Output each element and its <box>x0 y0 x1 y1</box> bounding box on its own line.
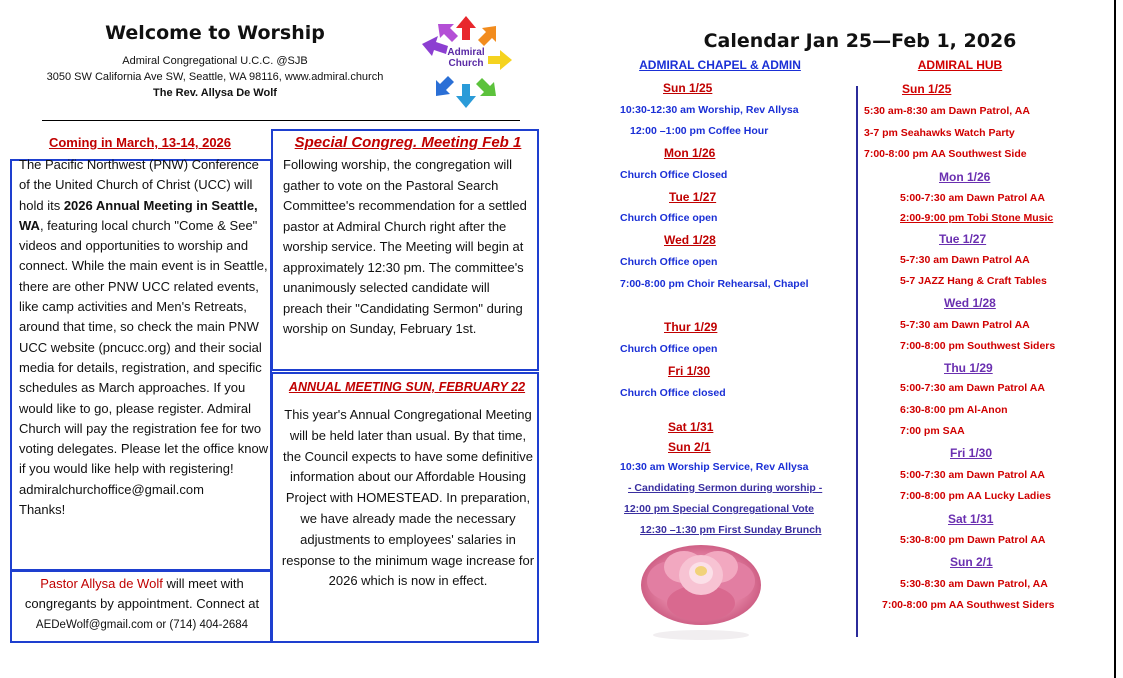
office-email-link[interactable]: admiralchurchoffice@gmail.com <box>19 481 204 497</box>
chapel-day-heading: Mon 1/26 <box>664 146 716 160</box>
pastor-contact[interactable]: AEDeWolf@gmail.com or (714) 404-2684 <box>35 619 249 631</box>
chapel-day-heading: Wed 1/28 <box>664 233 716 247</box>
chapel-event: Church Office open <box>620 256 718 268</box>
special-meeting-title: Special Congreg. Meeting Feb 1 <box>294 134 522 151</box>
chapel-event: Church Office open <box>620 343 718 355</box>
chapel-event: Church Office Closed <box>620 169 728 181</box>
pastor-note-text: will meet with congregants by appointment. Connect at <box>24 576 260 611</box>
hub-day-heading: Sat 1/31 <box>948 512 994 526</box>
logo-word-1: Admiral <box>447 47 485 58</box>
coming-body <box>19 155 269 520</box>
hub-event: 5-7:30 am Dawn Patrol AA <box>900 319 1030 331</box>
hub-event: 7:00-8:00 pm AA Southwest Side <box>864 148 1027 160</box>
column-divider <box>856 86 858 637</box>
bulletin-left-panel <box>0 0 560 678</box>
hub-event: 5:00-7:30 am Dawn Patrol AA <box>900 192 1045 204</box>
pastor-note <box>14 574 270 635</box>
hub-event: 5:30-8:00 pm Dawn Patrol AA <box>900 534 1046 546</box>
chapel-event: Church Office closed <box>620 387 726 399</box>
hub-event: 7:00-8:00 pm Southwest Siders <box>900 340 1056 352</box>
hub-day-heading: Thu 1/29 <box>944 361 993 375</box>
church-logo <box>416 14 516 110</box>
hub-event: 3-7 pm Seahawks Watch Party <box>864 127 1015 139</box>
hub-day-heading: Wed 1/28 <box>944 296 996 310</box>
chapel-day-heading: Fri 1/30 <box>668 364 711 378</box>
chapel-event: 7:00-8:00 pm Choir Rehearsal, Chapel <box>620 278 809 290</box>
chapel-day-heading: Sat 1/31 <box>668 420 714 434</box>
hub-day-heading: Tue 1/27 <box>939 232 987 246</box>
chapel-event: - Candidating Sermon during worship - <box>628 482 823 494</box>
chapel-day-heading: Thur 1/29 <box>664 320 718 334</box>
hub-event: 5:30 am-8:30 am Dawn Patrol, AA <box>864 105 1030 117</box>
hub-event: 5-7:30 am Dawn Patrol AA <box>900 254 1030 266</box>
logo-word-2: Church <box>448 58 484 69</box>
hub-event: 7:00-8:00 pm AA Southwest Siders <box>882 599 1055 611</box>
hub-event: 7:00-8:00 pm AA Lucky Ladies <box>900 490 1051 502</box>
flower-icon <box>636 523 766 641</box>
address-line: 3050 SW California Ave SW, Seattle, WA 98116, www.admiral.church <box>46 71 384 83</box>
coming-text-2: , featuring local church "Come & See" videos and opportunities to worship and connect. While the main event is in Seattle, there are other PNW UCC related events, like camp activities and Men's Retreats, around that time, so check the main PNW UCC website (pncucc.org) and their social media for details, registration, and specific schedules as March approaches. If you would like to go, please register. Admiral Church will pay the registration fee for two voting delegates. Please let the office know if you would like help with registering! <box>19 217 269 477</box>
hub-event: 5:30-8:30 am Dawn Patrol, AA <box>900 578 1048 590</box>
coming-text-bold: 2026 Annual Meeting in Seattle, WA <box>19 197 258 233</box>
page-edge-rule <box>1114 0 1116 678</box>
header-divider <box>42 120 520 121</box>
chapel-event: 10:30 am Worship Service, Rev Allysa <box>620 461 809 473</box>
hub-day-heading: Mon 1/26 <box>939 170 991 184</box>
chapel-event: 12:30 –1:30 pm First Sunday Brunch <box>640 524 822 536</box>
annual-meeting-body: This year's Annual Congregational Meeting will be held later than usual. By that time, the Council expects to have some definitive information about our Affordable Housing Project with HOMESTEAD. In preparation, we have already made the necessary adjustments to employees' salaries in response to the minimum wage increase for 2026 which is now in effect. <box>281 407 535 589</box>
hub-event: 5:00-7:30 am Dawn Patrol AA <box>900 382 1045 394</box>
hub-day-heading: Sun 1/25 <box>902 82 952 96</box>
hub-event: 6:30-8:00 pm Al-Anon <box>900 404 1008 416</box>
coming-title: Coming in March, 13-14, 2026 <box>48 135 232 150</box>
chapel-day-heading: Sun 1/25 <box>663 81 713 95</box>
chapel-event: 10:30-12:30 am Worship, Rev Allysa <box>620 104 799 116</box>
pastor-line: The Rev. Allysa De Wolf <box>153 87 277 99</box>
hub-event: 2:00-9:00 pm Tobi Stone Music <box>900 212 1054 224</box>
calendar-title: Calendar Jan 25—Feb 1, 2026 <box>703 30 1017 52</box>
peony-image <box>636 523 766 641</box>
pastor-name: Pastor Allysa de Wolf <box>40 576 163 591</box>
chapel-event: 12:00 –1:00 pm Coffee Hour <box>630 125 769 137</box>
logo-text <box>416 47 516 69</box>
chapel-event: 12:00 pm Special Congregational Vote <box>624 503 815 515</box>
hub-event: 5-7 JAZZ Hang & Craft Tables <box>900 275 1047 287</box>
hub-event: 7:00 pm SAA <box>900 425 965 437</box>
coming-thanks: Thanks! <box>19 502 66 518</box>
special-meeting-body: Following worship, the congregation will gather to vote on the Pastoral Search Committee's recommendation for a settled pastor at Admiral Church right after the worship service. The Meeting will begin at approximately 12:30 pm. The committee's unanimously selected candidate will preach their "Candidating Sermon" during worship on Sunday, February 1st. <box>283 157 527 336</box>
page-title: Welcome to Worship <box>105 22 325 44</box>
hub-heading: ADMIRAL HUB <box>917 58 1003 72</box>
church-name-line: Admiral Congregational U.C.C. @SJB <box>122 55 308 67</box>
calendar-panel <box>600 0 1110 678</box>
annual-meeting-title: ANNUAL MEETING SUN, FEBRUARY 22 <box>288 380 526 394</box>
hub-day-heading: Fri 1/30 <box>950 446 993 460</box>
chapel-heading: ADMIRAL CHAPEL & ADMIN <box>639 58 801 72</box>
hub-event: 5:00-7:30 am Dawn Patrol AA <box>900 469 1045 481</box>
chapel-day-heading: Sun 2/1 <box>668 440 711 454</box>
coming-text-1: The Pacific Northwest (PNW) Conference of the United Church of Christ (UCC) will hold its <box>19 157 259 213</box>
chapel-event: Church Office open <box>620 212 718 224</box>
hub-day-heading: Sun 2/1 <box>950 555 993 569</box>
chapel-day-heading: Tue 1/27 <box>669 190 717 204</box>
